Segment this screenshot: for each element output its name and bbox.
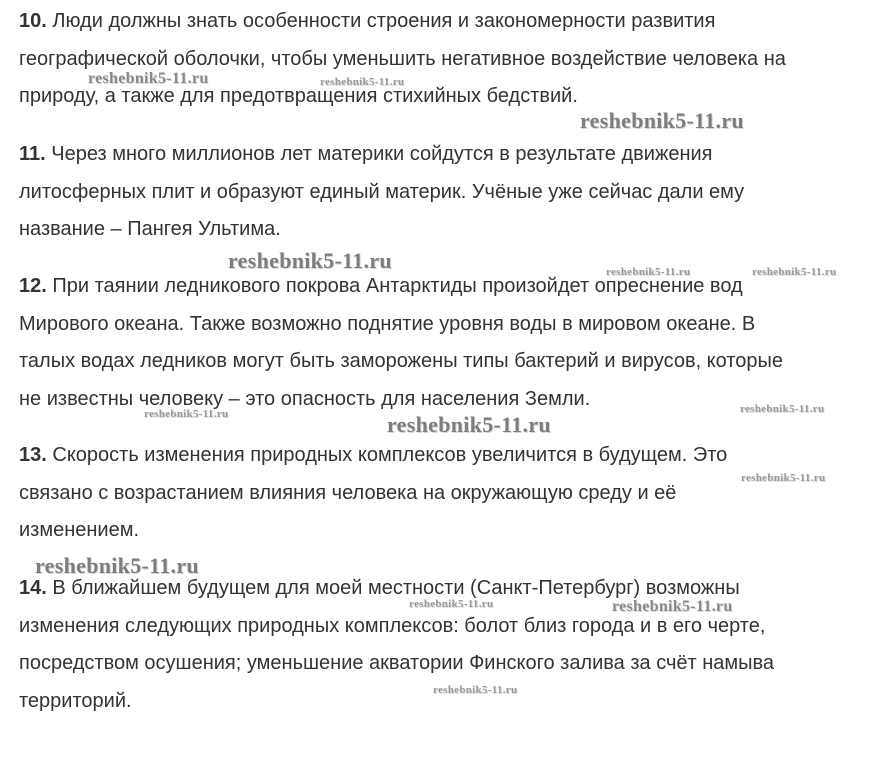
answer-number: 14.	[19, 577, 47, 599]
watermark: reshebnik5-11.ru	[752, 266, 837, 278]
paragraph-line: посредством осушения; уменьшение акватории Финского залива за счёт намыва	[19, 652, 775, 674]
watermark: reshebnik5-11.ru	[740, 403, 825, 415]
paragraph-text: Люди должны знать особенности строения и закономерности развития	[52, 10, 716, 32]
paragraph-line	[19, 268, 869, 306]
paragraph-line: талых водах ледников могут быть заморожены типы бактерий и вирусов, которые	[19, 350, 784, 372]
watermark: reshebnik5-11.ru	[580, 108, 744, 133]
paragraph-line	[19, 136, 869, 174]
answer-paragraph-12	[19, 268, 869, 418]
watermark: reshebnik5-11.ru	[144, 408, 229, 420]
paragraph-line: изменением.	[19, 519, 140, 541]
paragraph-text: При таянии ледникового покрова Антарктиды произойдет опреснение вод	[52, 275, 743, 297]
watermark: reshebnik5-11.ru	[320, 76, 405, 88]
answer-number: 13.	[19, 444, 47, 466]
paragraph-text: В ближайшем будущем для моей местности (Санкт-Петербург) возможны	[52, 577, 740, 599]
answer-paragraph-10	[19, 3, 869, 116]
paragraph-line: литосферных плит и образуют единый материк. Учёные уже сейчас дали ему	[19, 180, 745, 203]
paragraph-line: название – Пангея Ультима.	[19, 218, 281, 240]
watermark: reshebnik5-11.ru	[741, 472, 826, 484]
watermark: reshebnik5-11.ru	[606, 266, 691, 278]
paragraph-line: географической оболочки, чтобы уменьшить негативное воздействие человека на	[19, 47, 786, 70]
paragraph-line	[19, 3, 869, 41]
paragraph-line: изменения следующих природных комплексов: болот близ города и в его черте,	[19, 614, 766, 637]
paragraph-text: Скорость изменения природных комплексов увеличится в будущем. Это	[52, 444, 728, 466]
watermark: reshebnik5-11.ru	[88, 70, 209, 87]
watermark: reshebnik5-11.ru	[409, 598, 494, 610]
answer-paragraph-11	[19, 136, 869, 249]
paragraph-line: связано с возрастанием влияния человека на окружающую среду и её	[19, 481, 677, 504]
paragraph-line	[19, 437, 869, 475]
watermark: reshebnik5-11.ru	[612, 598, 733, 615]
answer-paragraph-14	[19, 570, 869, 720]
answer-paragraph-13	[19, 437, 869, 550]
watermark: reshebnik5-11.ru	[228, 248, 392, 273]
paragraph-line: территорий.	[19, 689, 132, 712]
paragraph-line: Мирового океана. Также возможно поднятие уровня воды в мировом океане. В	[19, 312, 756, 335]
answer-number: 11.	[19, 143, 46, 165]
watermark: reshebnik5-11.ru	[433, 684, 518, 696]
paragraph-line: природу, а также для предотвращения стихийных бедствий.	[19, 85, 578, 107]
paragraph-line: не известны человеку – это опасность для населения Земли.	[19, 387, 591, 410]
answer-number: 12.	[19, 275, 47, 297]
watermark: reshebnik5-11.ru	[35, 553, 199, 578]
watermark: reshebnik5-11.ru	[387, 412, 551, 437]
paragraph-text: Через много миллионов лет материки сойдутся в результате движения	[51, 143, 713, 165]
answer-number: 10.	[19, 10, 47, 32]
